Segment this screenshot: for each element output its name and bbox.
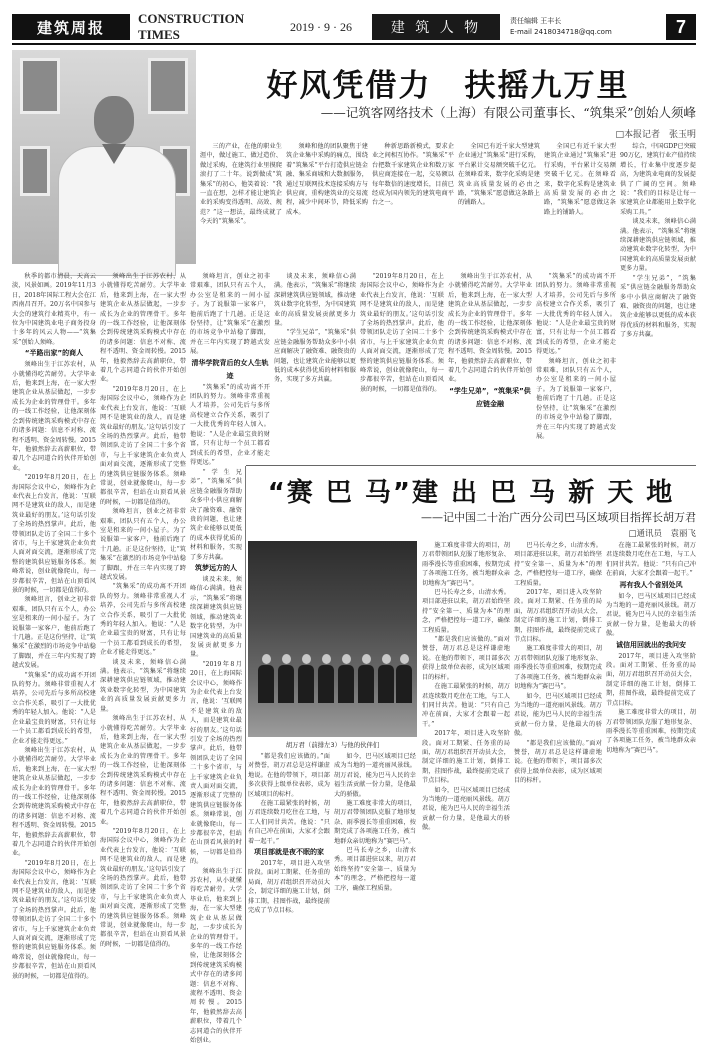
article1-col-12: “筑集采”的成功离不开团队的努力。须峰非常重视人才培养，公司先后与多所高校建立合作关系，吸引了一大批优秀的年轻人加入。他说：“人是企业最宝贵的财富，只有让每一个员工都看到成长的希望，企业才能走得更远。” 须峰坦言，创业之初非常艰难，团队只有五个人，办公室是租来的一间小屋子。为了说服第一家客户，他前后跑了十几趟。正是这份坚持，让“筑集采”在激烈的市场竞争中站稳了脚跟，并在三年内实现了跨越式发展。	[536, 273, 616, 440]
article1-col-7: 须峰出生于江苏农村，从小就懂得吃苦耐劳。大学毕业后，他来到上海，在一家大型建筑企业从基层做起，一步步成长为企业的管理骨干。多年的一线工作经验，让他深刻体会到传统建筑采购模式中存在的诸多问题：信息不对称、流程不透明、资金周转慢。2015年，他毅然辞去高薪职位，带着几个志同道合的伙伴开始创业。 “2019年8月20日，在上海国际会议中心，须峰作为企业代表上台发言，他说：‘互联网不是建筑业的敌人，而是建筑业最好的朋友。’这句话引发了全场的热烈掌声。此后，他带领团队走访了全国二十多个省市，与上千家建筑企业负责人面对面交流，逐渐形成了完整的建筑供应链服务体系。须峰常说，创业就像爬山，每一步都很辛苦，但站在山顶看风景的时候，一切都是值得的。 须峰坦言，创业之初非常艰难，团队只有五个人，办公室是租来的一间小屋子。为了说服第一家客户，他前后跑了十几趟。正是这份坚持，让“筑集采”在激烈的市场竞争中站稳了脚跟，并在三年内实现了跨越式发展。 “筑集采”的成功离不开团队的努力。须峰非常重视人才培养，公司先后与多所高校建立合作关系，吸引了一大批优秀的年轻人加入。他说：“人是企业最宝贵的财富，只有让每一个员工都看到成长的希望，企业才能走得更远。” 谈及未来，须峰信心满满。他表示，“筑集采”将继续深耕建筑供应链领域，推动建筑业数字化转型，为中国建筑业的高质量发展贡献更多力量。 须峰出生于江苏农村，从小就懂得吃苦耐劳。大学毕业后，他来到上海，在一家大型建筑企业从基层做起，一步步成长为企业的管理骨干。多年的一线工作经验，让他深刻体会到传统建筑采购模式中存在的诸多问题：信息不对称、流程不透明、资金周转慢。2015年，他毅然辞去高薪职位，带着几个志同道合的伙伴开始创业。 “2019年8月20日，在上海国际会议中心，须峰作为企业代表上台发言，他说：‘互联网不是建筑业的敌人，而是建筑业最好的朋友。’这句话引发了全场的热烈掌声。此后，他带领团队走访了全国二十多个省市，与上千家建筑企业负责人面对面交流，逐渐形成了完整的建筑供应链服务体系。须峰常说，创业就像爬山，每一步都很辛苦，但站在山顶看风景的时候，一切都是值得的。	[100, 273, 186, 948]
person-figure	[338, 654, 354, 703]
article1-col-10: “2019年8月20日，在上海国际会议中心，须峰作为企业代表上台发言，他说：‘互联网不是建筑业的敌人，而是建筑业最好的朋友。’这句话引发了全场的热烈掌声。此后，他带领团队走访了全国二十多个省市，与上千家建筑企业负责人面对面交流，逐渐形成了完整的建筑供应链服务体系。须峰常说，创业就像爬山，每一步都很辛苦，但站在山顶看风景的时候，一切都是值得的。	[360, 273, 444, 393]
article1-col-11: 须峰出生于江苏农村，从小就懂得吃苦耐劳。大学毕业后，他来到上海，在一家大型建筑企业从基层做起，一步步成长为企业的管理骨干。多年的一线工作经验，让他深刻体会到传统建筑采购模式中存在的诸多问题：信息不对称、流程不透明、资金周转慢。2015年，他毅然辞去高薪职位，带着几个志同道合的伙伴开始创业。 “学生兄弟”，“筑集采”供应链金融	[448, 272, 532, 462]
window-shape	[20, 146, 50, 196]
subhead-5: 项目部就是夜不眠的家	[254, 848, 324, 857]
english-title: CONSTRUCTION TIMES	[138, 11, 245, 42]
person-body	[58, 146, 176, 276]
newspaper-logo: 建筑周报	[12, 14, 130, 40]
article1-col-6a: 全国已有近千家大型建筑企业通过“筑集采”进行采购，平台累计交易额突破千亿元。在须峰看来，数字化采购是建筑业高质量发展的必由之路，“筑集采”愿意做这条路上的铺路人。	[544, 143, 616, 216]
article1-col-5: 全国已有近千家大型建筑企业通过“筑集采”进行采购，平台累计交易额突破千亿元。在须峰看来，数字化采购是建筑业高质量发展的必由之路，“筑集采”愿意做这条路上的铺路人。	[458, 143, 540, 207]
article1-col-9: 谈及未来，须峰信心满满。他表示，“筑集采”将继续深耕建筑供应链领域，推动建筑业数字化转型，为中国建筑业的高质量发展贡献更多力量。 “学生兄弟”，“筑集采”供应链金融服务帮助众多中小供应商解决了融资难、融资贵的问题，也让建筑企业能够以更低的成本获得优质的材料和服务，实现了多方共赢。	[274, 273, 356, 384]
byline-1: □本报记者 张玉明	[615, 130, 696, 140]
article1-col-8: 须峰坦言，创业之初非常艰难，团队只有五个人，办公室是租来的一间小屋子。为了说服第一家客户，他前后跑了十几趟。正是这份坚持，让“筑集采”在激烈的市场竞争中站稳了脚跟，并在三年内实现了跨越式发展。 清华学院背后的女人生轨迹 “筑集采”的成功离不开团队的努力。须峰非常重视人才培养，公司先后与多所高校建立合作关系，吸引了一大批优秀的年轻人加入。他说：“人是企业最宝贵的财富，只有让每一个员工都看到成长的希望，企业才能走得更远。”	[190, 273, 270, 466]
article1-col-6: 综合，中国GDP已突破90万亿，建筑行业产值持续增长，行业集中度逐步提高，为建筑业电商的发展提供了广阔的空间。须峰说：“我们的目标是让每一家建筑企业都能用上数字化采购工具。” 谈及未来，须峰信心满满。他表示，“筑集采”将继续深耕建筑供应链领域，推动建筑业数字化转型，为中国建筑业的高质量发展贡献更多力量。 “学生兄弟”，“筑集采”供应链金融服务帮助众多中小供应商解决了融资难、融资贵的问题，也让建筑企业能够以更低的成本获得优质的材料和服务，实现了多方共赢。	[620, 143, 696, 339]
article2-col-2: 如今，巴马区域项目已经成为当地的一道亮丽风景线。胡万君说，能为巴马人民的幸福生活贡献一份力量，是他最大的骄傲。 施工难度非常大的项目，胡万君带领团队克服了地形复杂、雨季漫长等重重困难，按期完成了各项施工任务，被当地群众亲切地称为“赛巴马”。 巴马长寿之乡，山清水秀。项目部进驻以来，胡万君始终坚持“安全第一、质量为本”的理念，严格把控每一道工序，确保工程质量。	[334, 753, 416, 892]
masthead-rule	[12, 43, 696, 45]
section-divider	[246, 465, 696, 466]
article2-col-3: 施工难度非常大的项目，胡万君带领团队克服了地形复杂、雨季漫长等重重困难，按期完成了各项施工任务，被当地群众亲切地称为“赛巴马”。 巴马长寿之乡，山清水秀。项目部进驻以来，胡万君始终坚持“安全第一、质量为本”的理念，严格把控每一道工序，确保工程质量。 “都是我们应该做的。”面对赞誉，胡万君总是这样谦虚地说。在他的带领下，项目部多次获得上级单位表彰，成为区域项目的标杆。 在施工最紧张的时候，胡万君连续数月吃住在工地，与工人们同甘共苦。他说：“只有自己冲在前面，大家才会跟着一起干。” 2017年，项目进入攻坚阶段。面对工期紧、任务重的局面，胡万君组织召开动员大会，制定详细的施工计划，倒排工期，挂图作战，最终提前完成了节点目标。 如今，巴马区域项目已经成为当地的一道亮丽风景线。胡万君说，能为巴马人民的幸福生活贡献一份力量，是他最大的骄傲。	[422, 542, 510, 832]
article2-col-4: 巴马长寿之乡，山清水秀。项目部进驻以来，胡万君始终坚持“安全第一、质量为本”的理念，严格把控每一道工序，确保工程质量。 2017年，项目进入攻坚阶段。面对工期紧、任务重的局面，胡万君组织召开动员大会，制定详细的施工计划，倒排工期，挂图作战，最终提前完成了节点目标。 施工难度非常大的项目，胡万君带领团队克服了地形复杂、雨季漫长等重重困难，按期完成了各项施工任务，被当地群众亲切地称为“赛巴马”。 如今，巴马区域项目已经成为当地的一道亮丽风景线。胡万君说，能为巴马人民的幸福生活贡献一份力量，是他最大的骄傲。 “都是我们应该做的。”面对赞誉，胡万君总是这样谦虚地说。在他的带领下，项目部多次获得上级单位表彰，成为区域项目的标杆。	[514, 542, 602, 785]
headline-1: 好风凭借力 扶摇九万里	[266, 68, 630, 104]
person-figure	[258, 654, 274, 703]
page-number: 7	[666, 14, 696, 40]
subhead-4: 筑梦远方的人	[195, 564, 237, 573]
subhead-6: 再有我人个省别处风	[619, 580, 683, 589]
person-figure	[396, 654, 412, 703]
subtitle-2: ——记中国二十治广西分公司巴马区域项目指挥长胡万君	[421, 511, 696, 524]
person-figure	[318, 654, 334, 703]
article1-col-13: “学生兄弟”，“筑集采”供应链金融服务帮助众多中小供应商解决了融资难、融资贵的问题，也让建筑企业能够以更低的成本获得优质的材料和服务，实现了多方共赢。 筑梦远方的人 谈及未来，须峰信心满满。他表示，“筑集采”将继续深耕建筑供应链领域，推动建筑业数字化转型，为中国建筑业的高质量发展贡献更多力量。 “2019年8月20日，在上海国际会议中心，须峰作为企业代表上台发言，他说：‘互联网不是建筑业的敌人，而是建筑业最好的朋友。’这句话引发了全场的热烈掌声。此后，他带领团队走访了全国二十多个省市，与上千家建筑企业负责人面对面交流，逐渐形成了完整的建筑供应链服务体系。须峰常说，创业就像爬山，每一步都很辛苦，但站在山顶看风景的时候，一切都是值得的。 须峰出生于江苏农村，从小就懂得吃苦耐劳。大学毕业后，他来到上海，在一家大型建筑企业从基层做起，一步步成长为企业的管理骨干。多年的一线工作经验，让他深刻体会到传统建筑采购模式中存在的诸多问题：信息不对称、流程不透明、资金周转慢。2015年，他毅然辞去高薪职位，带着几个志同道合的伙伴开始创业。	[190, 469, 242, 1044]
issue-date: 2019 · 9 · 26	[290, 19, 352, 34]
subhead-7: 诚信用回就出的我问安	[616, 640, 686, 649]
article1-col-3: 须峰和他的团队聚焦于建筑企业集中采购的痛点，围绕着“筑集采”平台打造供应链金融、集采商城和大数据服务，通过互联网技术连接采购方与供应商，重构建筑业的交易流程，减少中间环节，降低采购成本。	[286, 143, 368, 216]
person-figure	[298, 654, 314, 703]
subtitle-1: ——记筑客网络技术（上海）有限公司董事长、“筑集采”创始人须峰	[320, 105, 696, 120]
article2-col-5: 在施工最紧张的时候，胡万君连续数月吃住在工地，与工人们同甘共苦。他说：“只有自己冲在前面，大家才会跟着一起干。” 再有我人个省别处风 如今，巴马区域项目已经成为当地的一道亮丽风景线。胡万君说，能为巴马人民的幸福生活贡献一份力量，是他最大的骄傲。 诚信用回就出的我问安 2017年，项目进入攻坚阶段。面对工期紧、任务重的局面，胡万君组织召开动员大会，制定详细的施工计划，倒排工期，挂图作战，最终提前完成了节点目标。 施工难度非常大的项目，胡万君带领团队克服了地形复杂、雨季漫长等重重困难，按期完成了各项施工任务，被当地群众亲切地称为“赛巴马”。	[606, 542, 696, 754]
group-photo-caption: 胡万君（前排左3）与他的伙伴们	[285, 741, 380, 749]
person-figure	[358, 654, 374, 703]
portrait-photo	[12, 50, 196, 264]
person-head	[94, 96, 134, 144]
subhead-3: “学生兄弟”，“筑集采”供应链金融	[449, 386, 531, 408]
subhead-1: “半路出家”的商人	[24, 349, 84, 358]
person-figure	[278, 654, 294, 703]
article1-col-1: 秋季的都市清晨，天高云淡，风景如画。2019年11月3日，2018年国际工程大会在江西南昌召开。20万名中国参与大会的建筑行业精英中，有一位为中国建筑业电子商务投身十多年的风云人物——“筑集采”创始人须峰。 “半路出家”的商人 须峰出生于江苏农村，从小就懂得吃苦耐劳。大学毕业后，他来到上海，在一家大型建筑企业从基层做起，一步步成长为企业的管理骨干。多年的一线工作经验，让他深刻体会到传统建筑采购模式中存在的诸多问题：信息不对称、流程不透明、资金周转慢。2015年，他毅然辞去高薪职位，带着几个志同道合的伙伴开始创业。 “2019年8月20日，在上海国际会议中心，须峰作为企业代表上台发言，他说：‘互联网不是建筑业的敌人，而是建筑业最好的朋友。’这句话引发了全场的热烈掌声。此后，他带领团队走访了全国二十多个省市，与上千家建筑企业负责人面对面交流，逐渐形成了完整的建筑供应链服务体系。须峰常说，创业就像爬山，每一步都很辛苦，但站在山顶看风景的时候，一切都是值得的。 须峰坦言，创业之初非常艰难，团队只有五个人，办公室是租来的一间小屋子。为了说服第一家客户，他前后跑了十几趟。正是这份坚持，让“筑集采”在激烈的市场竞争中站稳了脚跟，并在三年内实现了跨越式发展。 “筑集采”的成功离不开团队的努力。须峰非常重视人才培养，公司先后与多所高校建立合作关系，吸引了一大批优秀的年轻人加入。他说：“人是企业最宝贵的财富，只有让每一个员工都看到成长的希望，企业才能走得更远。” 须峰出生于江苏农村，从小就懂得吃苦耐劳。大学毕业后，他来到上海，在一家大型建筑企业从基层做起，一步步成长为企业的管理骨干。多年的一线工作经验，让他深刻体会到传统建筑采购模式中存在的诸多问题：信息不对称、流程不透明、资金周转慢。2015年，他毅然辞去高薪职位，带着几个志同道合的伙伴开始创业。 “2019年8月20日，在上海国际会议中心，须峰作为企业代表上台发言，他说：‘互联网不是建筑业的敌人，而是建筑业最好的朋友。’这句话引发了全场的热烈掌声。此后，他带领团队走访了全国二十多个省市，与上千家建筑企业负责人面对面交流，逐渐形成了完整的建筑供应链服务体系。须峰常说，创业就像爬山，每一步都很辛苦，但站在山顶看风景的时候，一切都是值得的。	[12, 273, 96, 980]
section-label: 建 筑 人 物	[372, 14, 500, 40]
group-photo	[248, 541, 417, 737]
article2-col-1: “都是我们应该做的。”面对赞誉，胡万君总是这样谦虚地说。在他的带领下，项目部多次获得上级单位表彰，成为区域项目的标杆。 在施工最紧张的时候，胡万君连续数月吃住在工地，与工人们同甘共苦。他说：“只有自己冲在前面，大家才会跟着一起干。” 项目部就是夜不眠的家 2017年，项目进入攻坚阶段。面对工期紧、任务重的局面，胡万君组织召开动员大会，制定详细的施工计划，倒排工期，挂图作战，最终提前完成了节点目标。	[248, 753, 330, 915]
person-figure	[378, 654, 394, 703]
column-divider	[245, 466, 246, 1018]
article1-col-4: 种新思路新模式，要求企业之间相互协作。“筑集采”平台把数千家建筑企业和数万家供应商连接在一起，交易额以每年数倍的速度增长，目前已经成为国内领先的建筑电商平台之一。	[372, 143, 454, 207]
window-shape	[20, 58, 60, 114]
byline-2: □通讯员 袁丽飞	[628, 529, 696, 539]
window-shape	[148, 58, 188, 114]
subhead-2: 清华学院背后的女人生轨迹	[191, 358, 269, 380]
article1-col-2: 三的产业，在他的职业生涯中，做过施工、做过造价、做过采购，在建筑行业里摸爬滚打了二十年。说到做成“筑集采”的初心，他笑着说：“我一直在想，怎样才能让建筑企业的采购变得透明、高效、规范？”这一想法，最终成就了今天的“筑集采”。	[200, 143, 282, 226]
editor-name: 责任编辑 王丰长	[510, 17, 562, 25]
editor-email: E-mail 2418034718@qq.com	[510, 28, 612, 36]
editor-info	[510, 16, 640, 38]
headline-2: “赛 巴 马”建 出 巴 马 新 天 地	[267, 478, 675, 508]
